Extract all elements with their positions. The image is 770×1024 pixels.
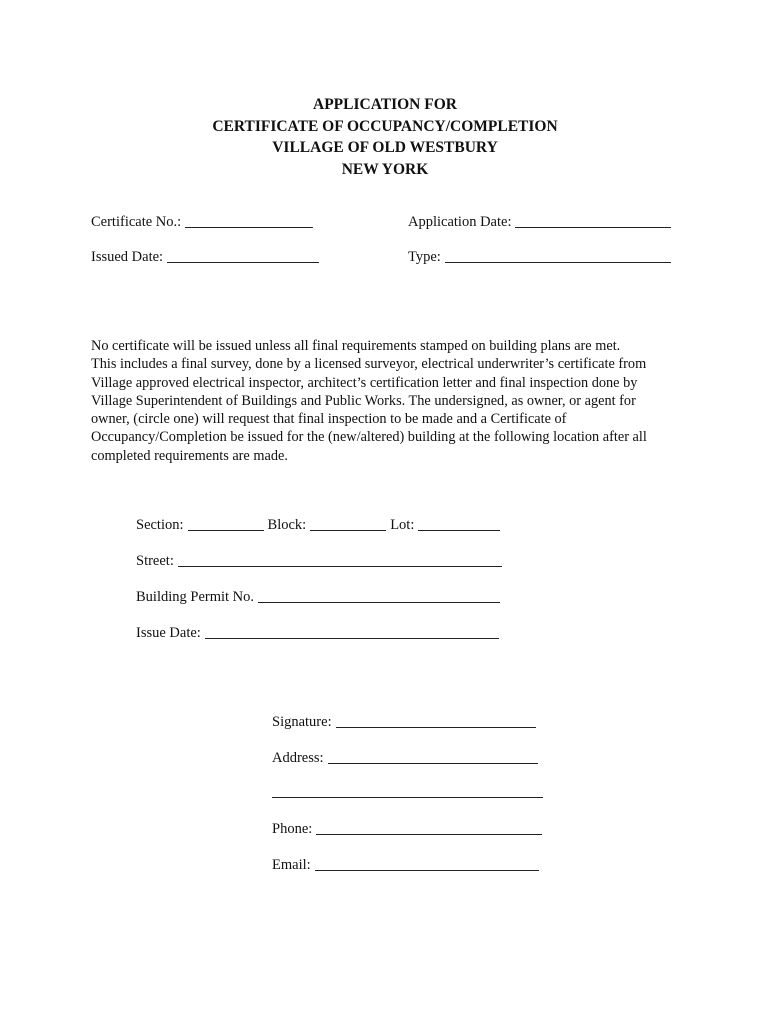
- address-blank[interactable]: [328, 750, 538, 764]
- type-blank[interactable]: [445, 249, 671, 263]
- email-field: [272, 856, 539, 874]
- application-date-field: [408, 213, 671, 231]
- certificate-no-label: Certificate No.:: [91, 214, 182, 230]
- building-permit-label: Building Permit No.: [136, 589, 255, 605]
- intro-line-2: This includes a final survey, done by a licensed surveyor, electrical underwriter’s certificate from: [91, 356, 647, 373]
- section-block-lot-row: [136, 516, 500, 534]
- signature-field: [272, 713, 536, 731]
- phone-field: [272, 820, 542, 838]
- address-second-line[interactable]: [272, 797, 543, 798]
- certificate-no-field: [91, 213, 313, 231]
- block-label: Block:: [267, 517, 307, 533]
- section-blank[interactable]: [188, 517, 264, 531]
- title-line-1: APPLICATION FOR: [313, 96, 457, 113]
- email-label: Email:: [272, 857, 311, 873]
- section-label: Section:: [136, 517, 184, 533]
- issue-date-field: [136, 624, 499, 642]
- lot-blank[interactable]: [418, 517, 500, 531]
- email-blank[interactable]: [315, 857, 539, 871]
- intro-line-5: owner, (circle one) will request that final inspection to be made and a Certificate of: [91, 411, 567, 428]
- intro-line-7: completed requirements are made.: [91, 447, 288, 464]
- phone-label: Phone:: [272, 821, 313, 837]
- type-field: [408, 248, 671, 266]
- street-label: Street:: [136, 553, 174, 569]
- intro-paragraph: [91, 337, 691, 465]
- issue-date-blank[interactable]: [205, 625, 499, 639]
- signature-label: Signature:: [272, 714, 332, 730]
- title-line-2: CERTIFICATE OF OCCUPANCY/COMPLETION: [212, 117, 558, 135]
- signature-blank[interactable]: [336, 714, 536, 728]
- address-label: Address:: [272, 750, 324, 766]
- title-line-3: VILLAGE OF OLD WESTBURY: [272, 139, 498, 156]
- building-permit-field: [136, 588, 500, 606]
- type-label: Type:: [408, 249, 441, 265]
- intro-line-3: Village approved electrical inspector, architect’s certification letter and final inspection done by: [91, 374, 638, 391]
- street-blank[interactable]: [178, 553, 502, 567]
- street-field: [136, 552, 502, 570]
- phone-blank[interactable]: [316, 821, 542, 835]
- document-title: [0, 94, 770, 180]
- title-line-4: NEW YORK: [341, 160, 429, 178]
- certificate-no-blank[interactable]: [185, 214, 313, 228]
- lot-label: Lot:: [390, 517, 415, 533]
- building-permit-blank[interactable]: [258, 589, 500, 603]
- intro-line-4: Village Superintendent of Buildings and Public Works. The undersigned, as owner, or agent for: [91, 392, 636, 409]
- block-blank[interactable]: [310, 517, 386, 531]
- issued-date-blank[interactable]: [167, 249, 319, 263]
- intro-line-6: Occupancy/Completion be issued for the (new/altered) building at the following location after all: [91, 429, 647, 446]
- issued-date-field: [91, 248, 319, 266]
- issued-date-label: Issued Date:: [91, 249, 164, 265]
- application-date-blank[interactable]: [515, 214, 671, 228]
- issue-date-label: Issue Date:: [136, 625, 201, 641]
- application-date-label: Application Date:: [408, 214, 512, 230]
- intro-line-1: No certificate will be issued unless all final requirements stamped on building plans are met.: [91, 338, 621, 354]
- address-field: [272, 749, 538, 767]
